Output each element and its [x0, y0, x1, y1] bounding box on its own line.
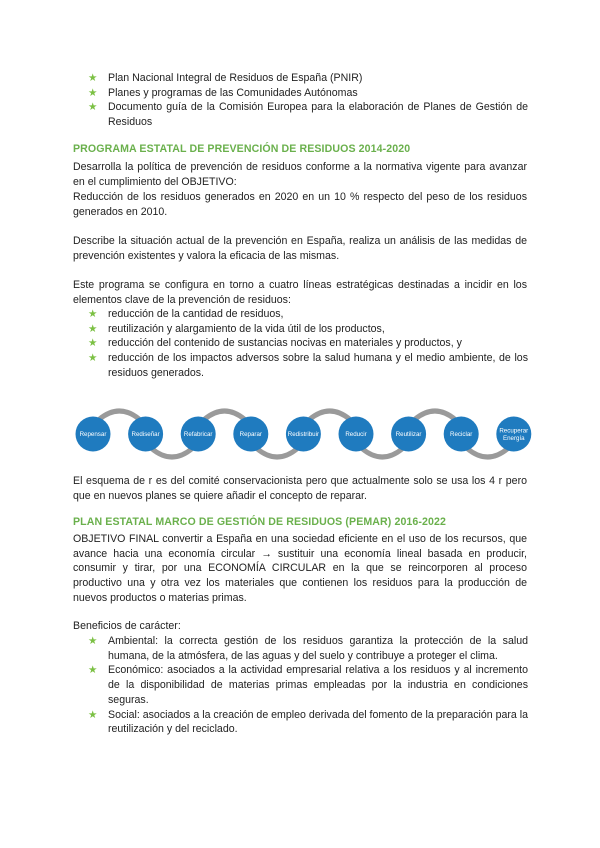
- star-bullet-icon: ★: [88, 708, 98, 721]
- cycle-arrow: [204, 411, 245, 420]
- section-heading-programa: PROGRAMA ESTATAL DE PREVENCIÓN DE RESIDUOS 2014-2020: [73, 143, 411, 155]
- list-item: ★ Económico: asociados a la actividad empresarial relativa a los residuos y al incremento de la disponibilidad de materias primas empleadas por la industria en condiciones seguras.: [88, 664, 528, 706]
- star-bullet-icon: ★: [88, 664, 98, 677]
- strategic-lines-list: [88, 307, 528, 381]
- cycle-arrow: [415, 411, 456, 420]
- star-bullet-icon: ★: [88, 86, 98, 99]
- list-item: ★ Social: asociados a la creación de empleo derivada del fomento de la preparación para la reutilización y del reciclado.: [88, 708, 528, 736]
- paragraph: OBJETIVO FINAL convertir a España en una sociedad eficiente en el uso de los recursos, que avance hacia una economía circular → sustituir una economía lineal basada en producir, consumir y tirar, por una ECONOMÍA CIRCULAR en la que se reincorporen al proceso productivo una y otra vez los materiales que contienen los residuos para la producción de nuevos productos o materias primas.: [73, 533, 527, 604]
- r-step-label: Reutilizar: [395, 431, 422, 438]
- star-bullet-icon: ★: [88, 635, 98, 647]
- star-bullet-icon: ★: [88, 337, 98, 350]
- list-item: ★ reducción de la cantidad de residuos,: [88, 308, 284, 320]
- star-bullet-icon: ★: [88, 101, 98, 114]
- benefits-list: [88, 634, 528, 737]
- section-heading-pemar: PLAN ESTATAL MARCO DE GESTIÓN DE RESIDUOS (PEMAR) 2016-2022: [73, 516, 447, 528]
- paragraph: Este programa se configura en torno a cuatro líneas estratégicas destinadas a incidir en los elementos clave de la prevención de residuos:: [73, 279, 527, 306]
- r-step-label: Energía: [502, 434, 525, 442]
- paragraph: Beneficios de carácter:: [73, 620, 181, 632]
- top-list: [88, 71, 528, 130]
- star-bullet-icon: ★: [88, 322, 98, 335]
- r-cycle-diagram: [73, 398, 533, 466]
- list-item: ★ Plan Nacional Integral de Residuos de España (PNIR): [88, 72, 363, 84]
- r-step-label: Reparar: [239, 431, 262, 438]
- r-step-label: Redistribuir: [287, 431, 320, 438]
- list-item: ★ Planes y programas de las Comunidades Autónomas: [88, 86, 358, 99]
- cycle-arrow: [467, 449, 508, 458]
- r-step-label: Reducir: [345, 431, 367, 438]
- list-item: ★ reducción del contenido de sustancias nocivas en materiales y productos, y: [88, 337, 462, 350]
- r-step-label: Repensar: [79, 431, 107, 438]
- star-bullet-icon: ★: [88, 72, 98, 84]
- r-step-label: Refabricar: [183, 431, 213, 438]
- r-step-label: Rediseñar: [131, 431, 160, 438]
- list-item: ★ reducción de los impactos adversos sobre la salud humana y el medio ambiente, de los residuos generados.: [88, 352, 528, 379]
- paragraph: El esquema de r es del comité conservacionista pero que actualmente solo se usa los 4 r pero que en nuevos planes se quiere añadir el concepto de reparar.: [73, 475, 527, 502]
- list-item: ★ Ambiental: la correcta gestión de los residuos garantiza la protección de la salud humana, de la atmósfera, de las aguas y del suelo y contribuye a proteger el clima.: [88, 635, 528, 662]
- r-step-label: Recuperar: [499, 427, 529, 435]
- r-step-label: Reciclar: [450, 431, 473, 438]
- paragraph: Desarrolla la política de prevención de residuos conforme a la normativa vigente para avanzar en el cumplimiento del OBJETIVO:: [73, 161, 527, 188]
- cycle-arrow: [152, 449, 193, 458]
- paragraph: Reducción de los residuos generados en 2020 en un 10 % respecto del peso de los residuos generados en 2010.: [73, 191, 527, 218]
- star-bullet-icon: ★: [88, 308, 98, 320]
- cycle-arrow: [257, 449, 298, 458]
- star-bullet-icon: ★: [88, 352, 98, 365]
- list-item: ★ Documento guía de la Comisión Europea para la elaboración de Planes de Gestión de Residuos: [88, 101, 528, 129]
- cycle-arrow: [309, 411, 350, 420]
- list-item: ★ reutilización y alargamiento de la vida útil de los productos,: [88, 322, 385, 335]
- paragraph: Describe la situación actual de la prevención en España, realiza un análisis de las medidas de prevención existentes y valora la eficacia de las mismas.: [73, 235, 527, 262]
- cycle-arrow: [99, 411, 140, 420]
- cycle-arrow: [362, 449, 403, 458]
